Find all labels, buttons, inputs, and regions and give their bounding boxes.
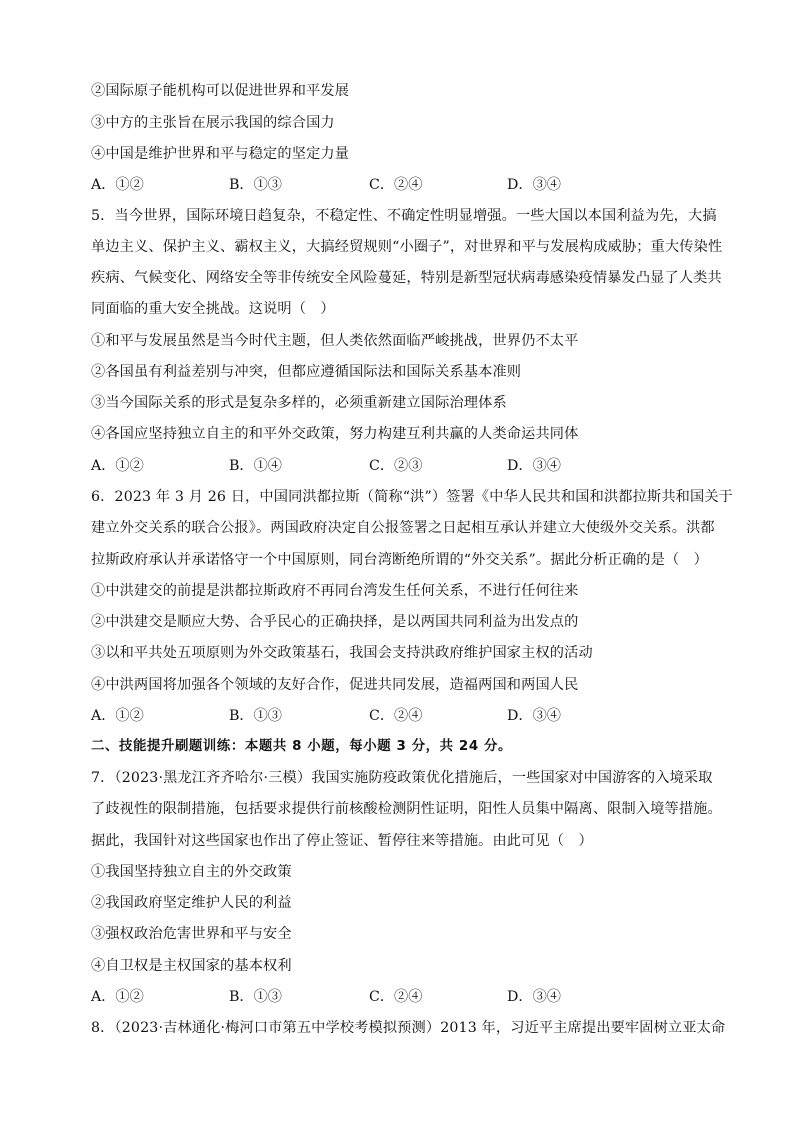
q6-stem-line-1: 6．2023 年 3 月 26 日，中国同洪都拉斯（简称“洪”）签署《中华人民共和国和洪都拉斯共和国关于 <box>91 489 734 505</box>
q5-stem-line-3: 疾病、气候变化、网络安全等非传统安全风险蔓延，特别是新型冠状病毒感染疫情暴发凸显了人类共 <box>91 270 722 286</box>
option-d: D．③④ <box>507 708 561 724</box>
q7-stem-line-3: 据此，我国针对这些国家也作出了停止签证、暂停往来等措施。由此可见（ ） <box>91 833 593 849</box>
option-b: B．①④ <box>229 458 282 474</box>
option-c: C．②④ <box>369 708 423 724</box>
q4-statement-4: ④中国是维护世界和平与稳定的坚定力量 <box>91 146 350 162</box>
option-d: D．③④ <box>507 989 561 1005</box>
option-a: A．①② <box>91 708 144 724</box>
q7-options <box>91 987 711 1007</box>
q5-options <box>91 456 711 476</box>
q5-stem-line-2: 单边主义、保护主义、霸权主义，大搞经贸规则“小圈子”，对世界和平与发展构成威胁；重大传染性 <box>91 239 723 255</box>
q6-stem-line-3: 拉斯政府承认并承诺恪守一个中国原则，同台湾断绝所谓的“外交关系”。据此分析正确的是（ ） <box>91 552 708 568</box>
q7-statement-1: ①我国坚持独立自主的外交政策 <box>91 864 292 880</box>
option-b: B．①③ <box>229 989 282 1005</box>
q6-options <box>91 706 711 726</box>
option-b: B．①③ <box>229 177 282 193</box>
option-d: D．③④ <box>507 177 561 193</box>
q7-statement-4: ④自卫权是主权国家的基本权利 <box>91 958 292 974</box>
q6-statement-4: ④中洪两国将加强各个领域的友好合作，促进共同发展，造福两国和两国人民 <box>91 677 579 693</box>
q4-statement-2: ②国际原子能机构可以促进世界和平发展 <box>91 83 350 99</box>
option-c: C．②④ <box>369 177 423 193</box>
q6-statement-1: ①中洪建交的前提是洪都拉斯政府不再同台湾发生任何关系，不进行任何往来 <box>91 583 579 599</box>
q5-statement-3: ③当今国际关系的形式是复杂多样的，必须重新建立国际治理体系 <box>91 395 507 411</box>
q5-statement-4: ④各国应坚持独立自主的和平外交政策，努力构建互利共赢的人类命运共同体 <box>91 426 579 442</box>
option-b: B．①③ <box>229 708 282 724</box>
option-c: C．②④ <box>369 989 423 1005</box>
q5-stem-line-1: 5．当今世界，国际环境日趋复杂，不稳定性、不确定性明显增强。一些大国以本国利益为先，大搞 <box>91 208 717 224</box>
option-a: A．①② <box>91 989 144 1005</box>
q4-options <box>91 175 711 195</box>
q5-stem-line-4: 同面临的重大安全挑战。这说明（ ） <box>91 301 335 317</box>
q6-stem-line-2: 建立外交关系的联合公报》。两国政府决定自公报签署之日起相互承认并建立大使级外交关系。洪都 <box>91 520 715 536</box>
q7-statement-2: ②我国政府坚定维护人民的利益 <box>91 895 292 911</box>
q5-statement-2: ②各国虽有利益差别与冲突，但都应遵循国际法和国际关系基本准则 <box>91 364 522 380</box>
option-a: A．①② <box>91 177 144 193</box>
q5-statement-1: ①和平与发展虽然是当今时代主题，但人类依然面临严峻挑战，世界仍不太平 <box>91 333 579 349</box>
q7-statement-3: ③强权政治危害世界和平与安全 <box>91 926 292 942</box>
option-d: D．③④ <box>507 458 561 474</box>
q4-statement-3: ③中方的主张旨在展示我国的综合国力 <box>91 115 335 131</box>
q7-stem-line-2: 了歧视性的限制措施，包括要求提供行前核酸检测阴性证明，阳性人员集中隔离、限制入境等措施。 <box>91 801 722 817</box>
q6-statement-2: ②中洪建交是顺应大势、合乎民心的正确抉择，是以两国共同利益为出发点的 <box>91 614 579 630</box>
option-c: C．②③ <box>369 458 423 474</box>
option-a: A．①② <box>91 458 144 474</box>
q6-statement-3: ③以和平共处五项原则为外交政策基石，我国会支持洪政府维护国家主权的活动 <box>91 645 593 661</box>
q8-stem-line-1: 8．（2023·吉林通化·梅河口市第五中学校考模拟预测）2013 年，习近平主席提出要牢固树立亚太命 <box>91 1020 726 1036</box>
section-heading: 二、技能提升刷题训练：本题共 8 小题，每小题 3 分，共 24 分。 <box>91 739 513 754</box>
q7-stem-line-1: 7．（2023·黑龙江齐齐哈尔·三模）我国实施防疫政策优化措施后，一些国家对中国游客的入境采取 <box>91 770 713 786</box>
